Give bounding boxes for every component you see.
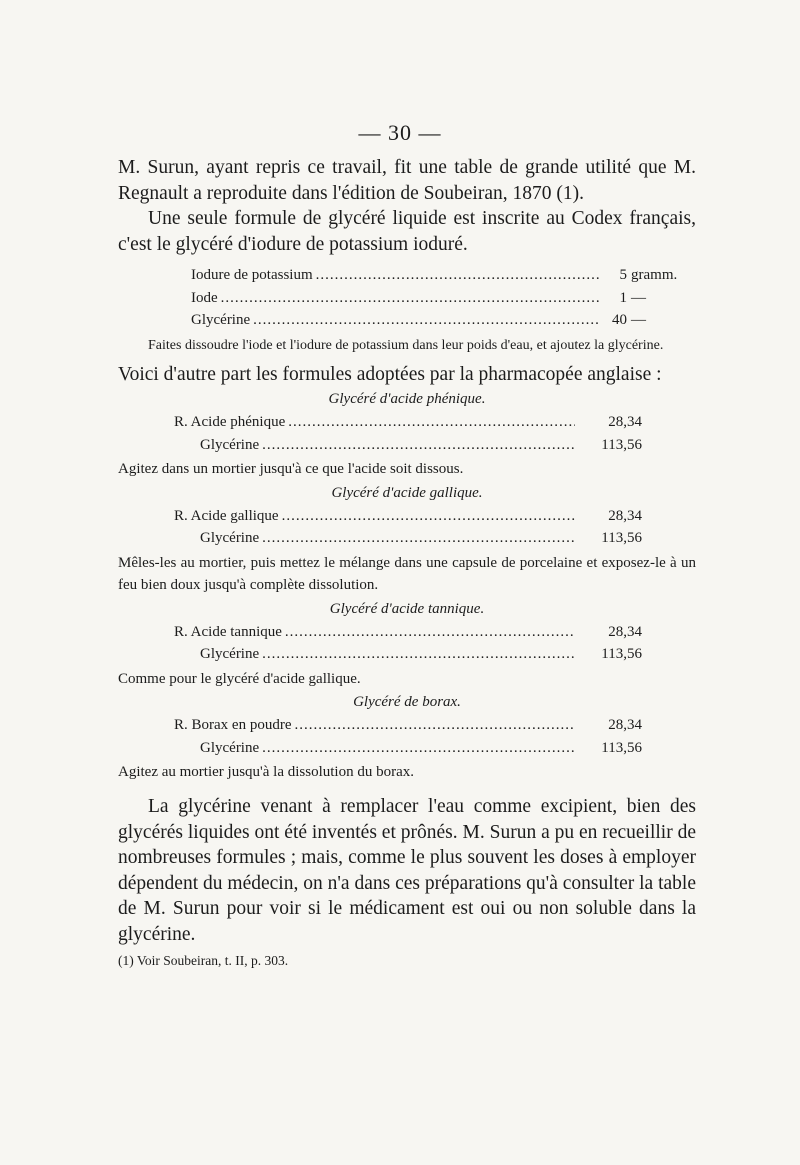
leader-dots bbox=[253, 309, 600, 332]
leader-dots bbox=[316, 264, 600, 287]
recipe-title: Glycéré d'acide phénique. bbox=[328, 391, 486, 408]
ingredient-unit: — bbox=[631, 289, 646, 306]
ingredient-name: R. Acide gallique bbox=[174, 507, 279, 524]
ingredient-name: Glycérine bbox=[200, 646, 260, 663]
recipe-acide-tannique bbox=[118, 597, 696, 691]
formula-row bbox=[191, 264, 683, 287]
ingredient-qty: 28,34 bbox=[608, 507, 642, 524]
leader-dots bbox=[288, 411, 575, 434]
intro-paragraph-2: Une seule formule de glycéré liquide est inscrite au Codex français, c'est le glycéré d'iodure de potassium ioduré. bbox=[118, 208, 696, 255]
recipe-row bbox=[174, 505, 642, 528]
ingredient-qty: 28,34 bbox=[608, 717, 642, 734]
footnote: (1) Voir Soubeiran, t. II, p. 303. bbox=[118, 952, 289, 968]
ingredient-unit: — bbox=[631, 312, 646, 329]
leader-dots bbox=[262, 643, 575, 666]
ingredient-name: Glycérine bbox=[191, 312, 251, 329]
intro-paragraph-1: M. Surun, ayant repris ce travail, fit une table de grande utilité que M. Regnault a reproduite dans l'édition de Soubeiran, 1870 (1). bbox=[118, 157, 696, 204]
recipe-instruction: Mêles-les au mortier, puis mettez le mélange dans une capsule de porcelaine et exposez-le à un feu bien doux jusqu'à complète dissolution. bbox=[118, 554, 696, 594]
ingredient-name: Glycérine bbox=[200, 436, 260, 453]
recipe-acide-phenique bbox=[118, 387, 696, 481]
ingredient-name: Glycérine bbox=[200, 530, 260, 547]
ingredient-name: R. Acide phénique bbox=[174, 414, 286, 431]
recipe-row bbox=[174, 621, 642, 644]
recipe-acide-gallique bbox=[118, 481, 696, 597]
ingredient-qty: 28,34 bbox=[608, 414, 642, 431]
formula-row bbox=[191, 287, 683, 310]
leader-dots bbox=[262, 527, 575, 550]
leader-dots bbox=[282, 505, 575, 528]
iodure-formula-table bbox=[191, 264, 683, 332]
recipe-title: Glycéré d'acide gallique. bbox=[331, 484, 483, 501]
conclusion-paragraph: La glycérine venant à remplacer l'eau comme excipient, bien des glycérés liquides ont été inventés et prônés. M. Surun a pu en recueillir de nombreuses formules ; mais, comme le plus souvent les doses à employer dépendent du médecin, on n'a dans ces préparations qu'à consulter la table de M. Surun pour voir si le médicament est oui ou non soluble dans la glycérine. bbox=[118, 795, 696, 945]
ingredient-qty: 113,56 bbox=[601, 436, 642, 453]
recipe-row bbox=[174, 527, 642, 550]
ingredient-qty: 113,56 bbox=[601, 530, 642, 547]
ingredient-name: R. Borax en poudre bbox=[174, 717, 292, 734]
ingredient-qty: 113,56 bbox=[601, 646, 642, 663]
ingredient-qty: 113,56 bbox=[601, 739, 642, 756]
recipe-title: Glycéré d'acide tannique. bbox=[329, 600, 485, 617]
recipe-instruction: Agitez dans un mortier jusqu'à ce que l'acide soit dissous. bbox=[118, 461, 464, 478]
ingredient-qty: 5 bbox=[619, 267, 627, 284]
recipe-row bbox=[174, 737, 642, 760]
recipe-instruction: Comme pour le glycéré d'acide gallique. bbox=[118, 670, 361, 687]
leader-dots bbox=[221, 287, 600, 310]
ingredient-qty: 40 bbox=[612, 312, 627, 329]
iodure-preparation-note: Faites dissoudre l'iode et l'iodure de potassium dans leur poids d'eau, et ajoutez la glycérine. bbox=[148, 337, 664, 353]
ingredient-name: R. Acide tannique bbox=[174, 623, 282, 640]
recipe-row bbox=[174, 434, 642, 457]
recipe-borax bbox=[118, 690, 696, 784]
ingredient-qty: 1 bbox=[619, 289, 627, 306]
page-body bbox=[118, 155, 696, 970]
formula-row bbox=[191, 309, 683, 332]
recipe-row bbox=[174, 643, 642, 666]
recipe-row bbox=[174, 714, 642, 737]
leader-dots bbox=[262, 434, 575, 457]
leader-dots bbox=[285, 621, 575, 644]
ingredient-name: Glycérine bbox=[200, 739, 260, 756]
ingredient-unit: gramm. bbox=[631, 267, 678, 284]
page-number: — 30 — bbox=[358, 120, 442, 145]
leader-dots bbox=[294, 714, 575, 737]
recipe-instruction: Agitez au mortier jusqu'à la dissolution du borax. bbox=[118, 764, 414, 781]
ingredient-name: Iodure de potassium bbox=[191, 267, 313, 284]
english-pharmacopoeia-intro: Voici d'autre part les formules adoptées par la pharmacopée anglaise : bbox=[118, 363, 662, 385]
recipe-row bbox=[174, 411, 642, 434]
ingredient-name: Iode bbox=[191, 289, 218, 306]
leader-dots bbox=[262, 737, 575, 760]
recipe-title: Glycéré de borax. bbox=[353, 694, 461, 711]
ingredient-qty: 28,34 bbox=[608, 623, 642, 640]
